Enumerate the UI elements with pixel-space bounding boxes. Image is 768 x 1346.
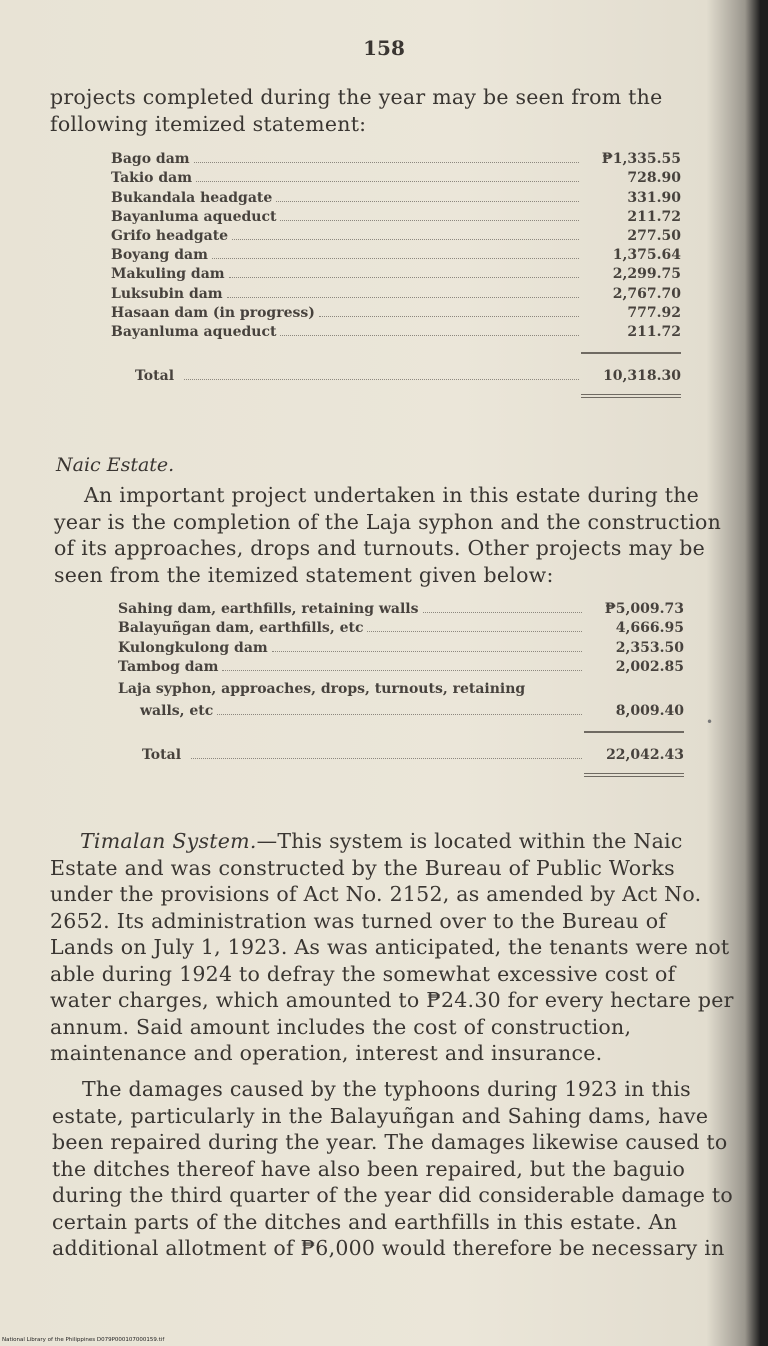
total-amount: 10,318.30 bbox=[603, 367, 681, 384]
leader-dots bbox=[196, 181, 579, 182]
table-row bbox=[111, 263, 681, 282]
subtotal-rule bbox=[584, 731, 684, 733]
leader-dots bbox=[276, 201, 579, 202]
row-amount: 211.72 bbox=[627, 208, 681, 225]
row-amount: 2,767.70 bbox=[612, 285, 681, 302]
leader-dots bbox=[280, 335, 579, 336]
row-amount: 211.72 bbox=[627, 323, 681, 340]
margin-mark: • bbox=[706, 715, 714, 729]
row-label: Tambog dam bbox=[118, 658, 219, 675]
leader-dots bbox=[194, 162, 579, 163]
row-label: Bayanluma aqueduct bbox=[111, 323, 277, 340]
row-label: Balayuñgan dam, earthfills, etc bbox=[118, 620, 364, 637]
row-amount: 777.92 bbox=[627, 304, 681, 321]
row-label: Makuling dam bbox=[111, 266, 225, 283]
table-row bbox=[111, 225, 681, 244]
row-label: Sahing dam, earthfills, retaining walls bbox=[118, 601, 419, 618]
table-row bbox=[118, 598, 684, 617]
table-row bbox=[118, 675, 684, 697]
table-row bbox=[111, 167, 681, 186]
leader-dots bbox=[184, 379, 579, 380]
table-row bbox=[111, 244, 681, 263]
row-amount: 728.90 bbox=[627, 170, 681, 187]
table-row bbox=[111, 282, 681, 301]
leader-dots bbox=[280, 220, 579, 221]
timalan-text: —This system is located within the Naic Estate and was constructed by the Bureau of Public Works under the provisions of Act No. 2152, as amended by Act No. 2652. Its administration was turned over to the Bureau of Lands on July 1, 1923. As was anticipated, the tenants were not able during 1924 to defray the somewhat excessive cost of water charges, which amounted to ₱24.30 for every hectare per annum. Said amount includes the cost of construction, maintenance and operation, interest and insurance. bbox=[50, 829, 734, 1065]
page-number: 158 bbox=[363, 36, 405, 60]
leader-dots bbox=[191, 758, 582, 759]
footer-caption: National Library of the Philippines D079P000107000159.tif bbox=[2, 1337, 165, 1343]
total-double-rule bbox=[584, 773, 684, 777]
row-amount: 2,353.50 bbox=[615, 639, 684, 656]
row-amount: 8,009.40 bbox=[615, 702, 684, 719]
leader-dots bbox=[367, 631, 582, 632]
leader-dots bbox=[212, 258, 579, 259]
section-heading-naic-estate: Naic Estate. bbox=[56, 454, 175, 476]
table-row bbox=[111, 206, 681, 225]
row-label: Bayanluma aqueduct bbox=[111, 208, 277, 225]
row-label: Luksubin dam bbox=[111, 285, 223, 302]
row-label: Grifo headgate bbox=[111, 227, 229, 244]
total-label: Total bbox=[135, 367, 175, 384]
row-label: walls, etc bbox=[140, 702, 214, 719]
naic-paragraph: An important project undertaken in this estate during the year is the completion of the Laja syphon and the construction of its approaches, drops and turnouts. Other projects may be seen from the itemized statement given below: bbox=[54, 483, 722, 587]
subtotal-rule bbox=[581, 352, 681, 354]
row-amount: ₱5,009.73 bbox=[604, 601, 684, 618]
intro-paragraph: projects completed during the year may be seen from the following itemized statement: bbox=[50, 85, 663, 136]
row-label: Takio dam bbox=[111, 170, 193, 187]
row-amount: ₱1,335.55 bbox=[601, 151, 681, 168]
leader-dots bbox=[222, 670, 582, 671]
completed-projects-table bbox=[111, 148, 681, 398]
row-label: Hasaan dam (in progress) bbox=[111, 304, 315, 321]
table-row bbox=[118, 697, 684, 719]
table-row bbox=[118, 617, 684, 636]
table-row bbox=[111, 148, 681, 167]
leader-dots bbox=[319, 316, 579, 317]
row-label: Bukandala headgate bbox=[111, 189, 273, 206]
row-amount: 277.50 bbox=[627, 227, 681, 244]
row-amount: 1,375.64 bbox=[612, 247, 681, 264]
row-amount: 4,666.95 bbox=[615, 620, 684, 637]
table-row bbox=[118, 636, 684, 655]
leader-dots bbox=[217, 714, 582, 715]
table-row bbox=[111, 321, 681, 340]
row-amount: 331.90 bbox=[627, 189, 681, 206]
table-row bbox=[118, 656, 684, 675]
total-amount: 22,042.43 bbox=[606, 746, 684, 763]
total-row bbox=[111, 368, 681, 384]
total-row bbox=[118, 747, 684, 763]
timalan-paragraph bbox=[50, 828, 736, 1067]
leader-dots bbox=[423, 612, 582, 613]
row-amount: 2,002.85 bbox=[615, 658, 684, 675]
total-label: Total bbox=[142, 746, 182, 763]
row-label: Laja syphon, approaches, drops, turnouts, retaining bbox=[118, 680, 526, 697]
table-row bbox=[111, 186, 681, 205]
leader-dots bbox=[227, 297, 579, 298]
leader-dots bbox=[229, 277, 579, 278]
row-label: Kulongkulong dam bbox=[118, 639, 268, 656]
naic-projects-table bbox=[118, 598, 684, 777]
row-amount: 2,299.75 bbox=[612, 266, 681, 283]
timalan-title: Timalan System. bbox=[80, 829, 257, 853]
row-label: Bago dam bbox=[111, 151, 190, 168]
leader-dots bbox=[232, 239, 579, 240]
table-row bbox=[111, 302, 681, 321]
damages-paragraph: The damages caused by the typhoons during 1923 in this estate, particularly in the Balayuñgan and Sahing dams, have been repaired during the year. The damages likewise caused to the ditches thereof have also been repaired, but the baguio during the third quarter of the year did considerable damage to certain parts of the ditches and earthfills in this estate. An additional allotment of ₱6,000 would therefore be necessary in bbox=[52, 1077, 733, 1260]
total-double-rule bbox=[581, 394, 681, 398]
row-label: Boyang dam bbox=[111, 247, 208, 264]
leader-dots bbox=[272, 651, 582, 652]
